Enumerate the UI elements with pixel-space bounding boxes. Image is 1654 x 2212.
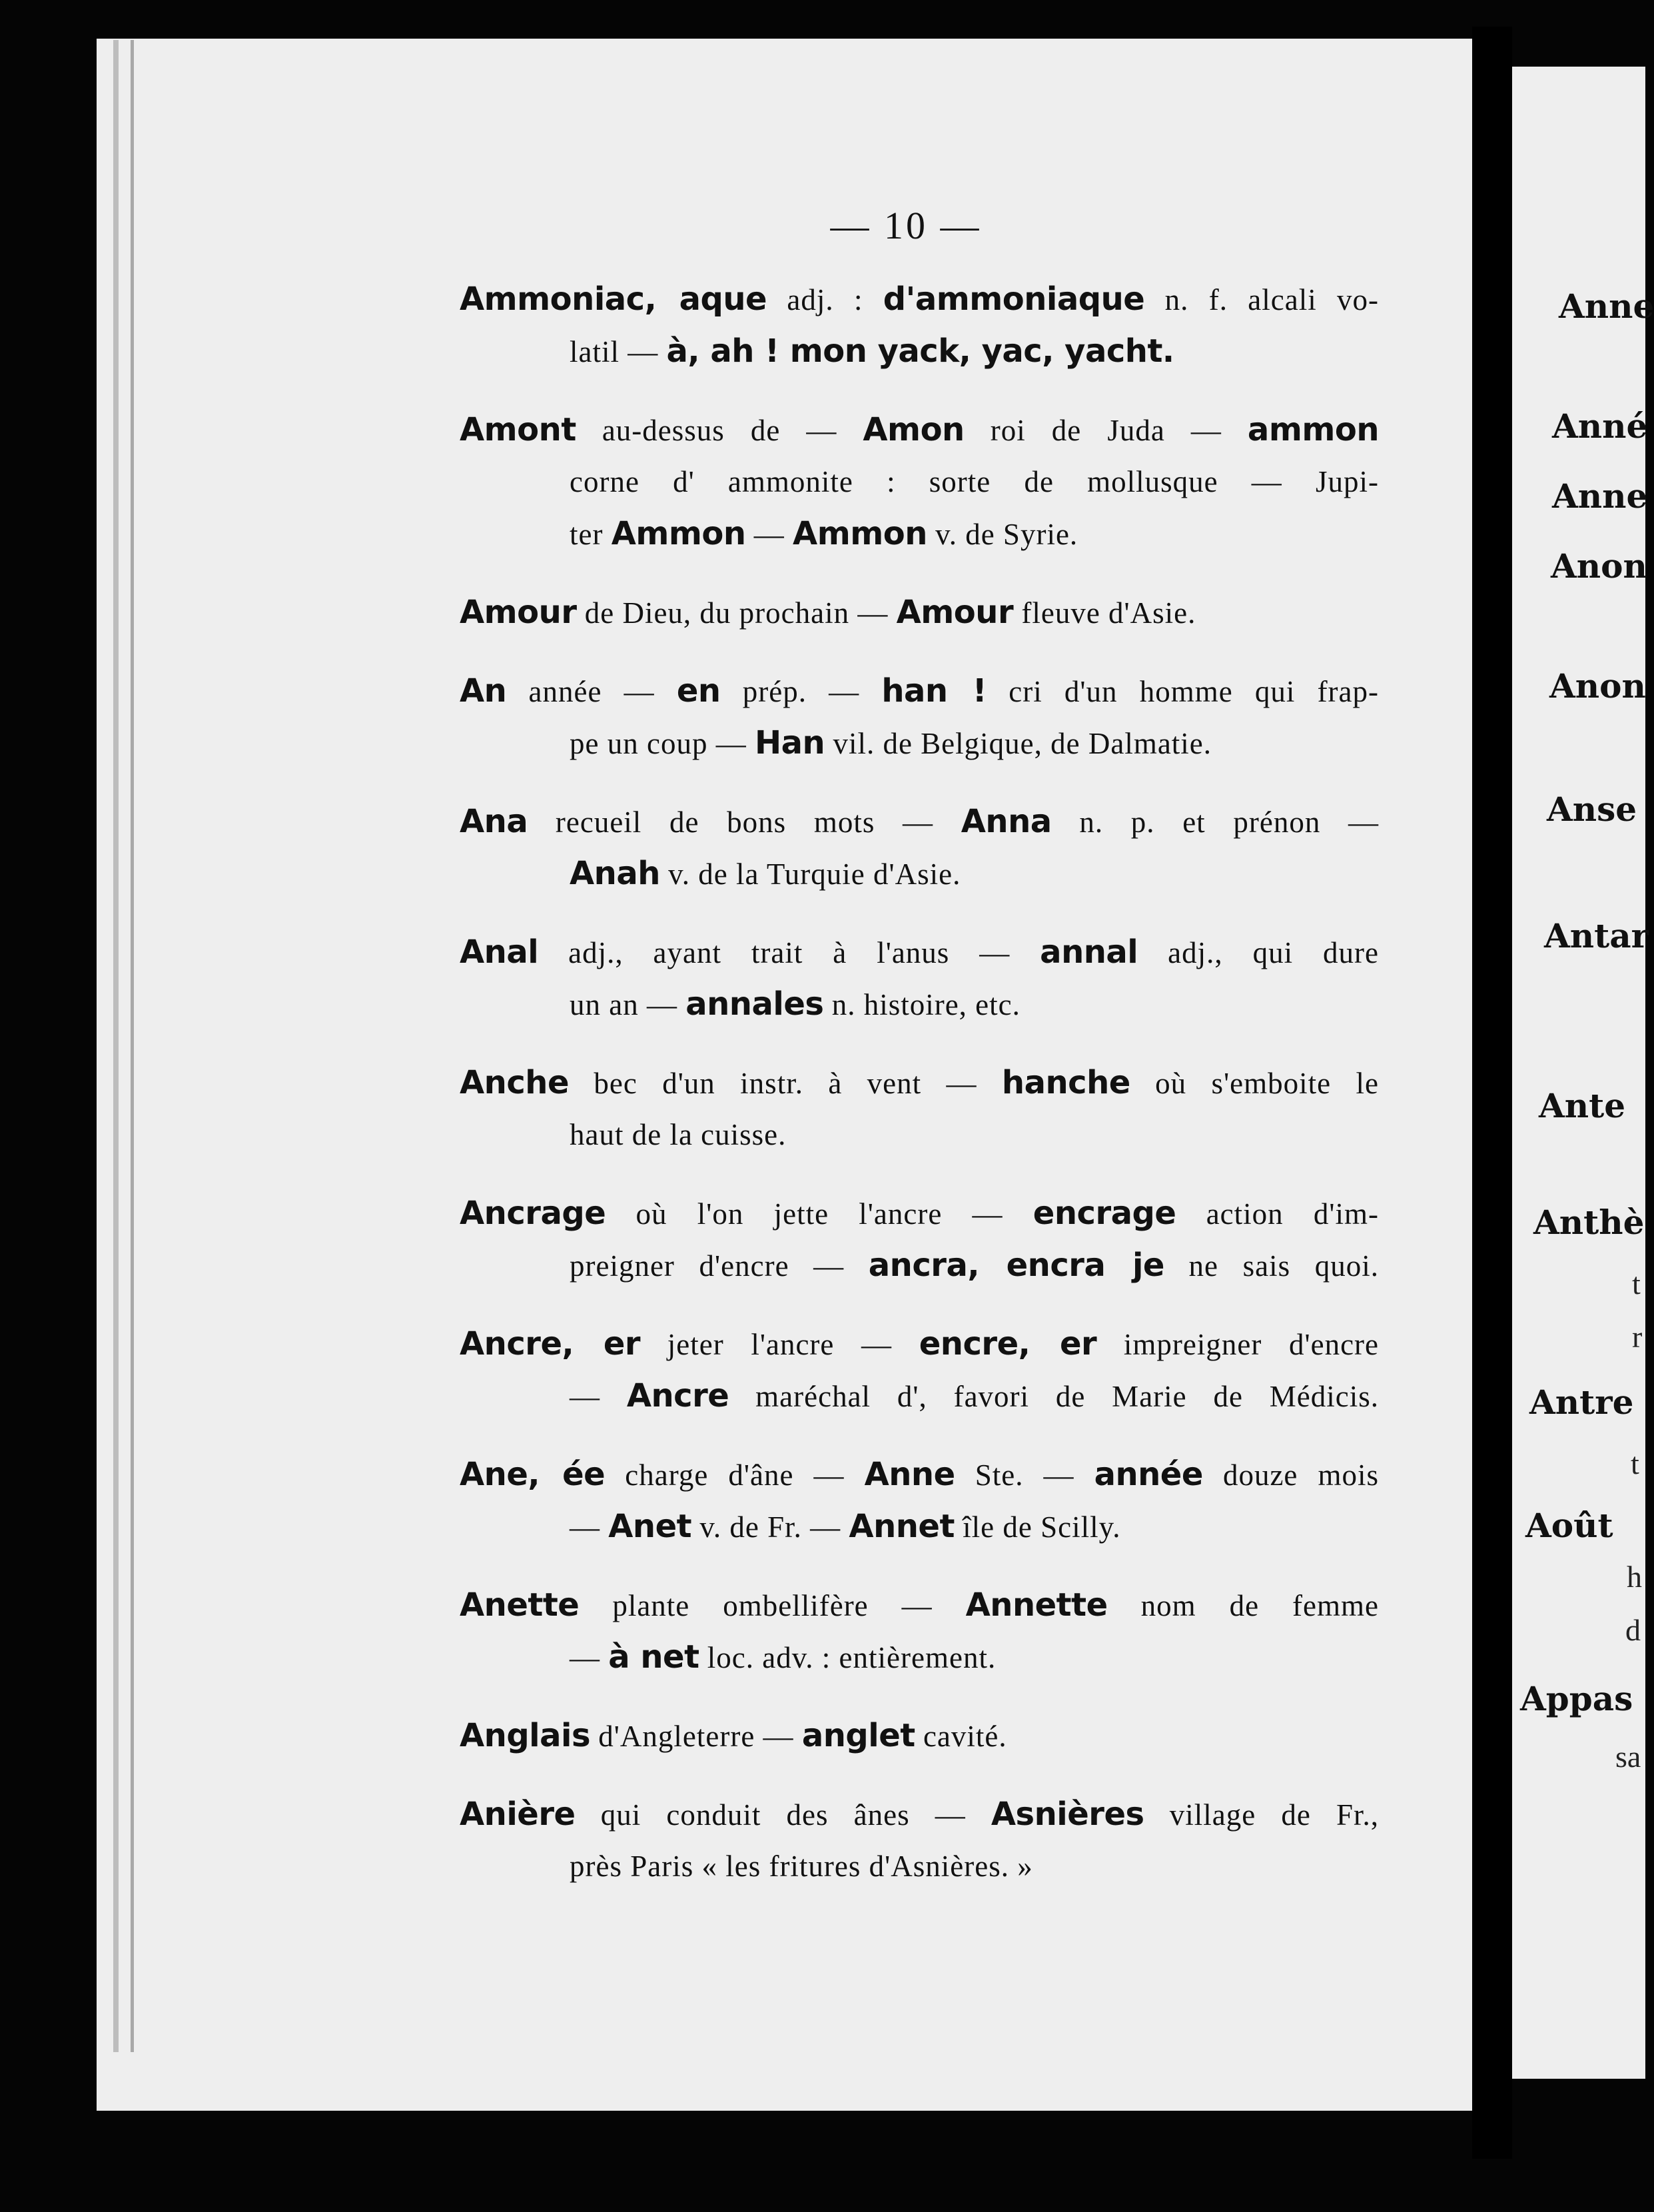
right-headword: Antar (1544, 916, 1649, 955)
definition-text: charge d'âne — (605, 1458, 865, 1492)
right-page (1512, 67, 1654, 2079)
entry-line (460, 1840, 1379, 1892)
definition-text: d'Angleterre — (590, 1720, 802, 1753)
headword: à, ah ! mon yack, yac, yacht. (666, 332, 1174, 370)
definition-text: corne d' ammonite : sorte de mollusque — Jupi- (570, 465, 1379, 498)
headword: Annette (965, 1586, 1108, 1624)
entry-line (460, 273, 1379, 325)
right-headword: Anse (1547, 790, 1637, 829)
definition-text: — (570, 1510, 609, 1544)
right-fragment: sa (1615, 1740, 1641, 1774)
headword: Anet (608, 1508, 692, 1545)
dictionary-entry (460, 926, 1379, 1030)
definition-text: fleuve d'Asie. (1013, 596, 1196, 630)
definition-text: de Dieu, du prochain — (576, 596, 897, 630)
definition-text: douze mois (1202, 1458, 1379, 1492)
dictionary-entry (460, 1057, 1379, 1161)
definition-text: latil — (570, 335, 667, 368)
definition-text: près Paris « les fritures d'Asnières. » (570, 1850, 1033, 1883)
headword: anglet (801, 1717, 915, 1754)
headword: annal (1040, 933, 1138, 971)
right-headword: Anthè (1533, 1203, 1645, 1242)
right-fragment: h (1627, 1560, 1642, 1594)
headword: Ane, ée (460, 1456, 606, 1493)
headword: d'ammoniaque (883, 280, 1145, 318)
definition-text: plante ombellifère — (579, 1589, 966, 1622)
definition-text: adj., ayant trait à l'anus — (538, 936, 1040, 969)
definition-text: roi de Juda — (964, 414, 1248, 447)
page-number: — 10 — (830, 204, 982, 247)
headword: Anglais (460, 1717, 591, 1754)
definition-text: qui conduit des ânes — (575, 1798, 991, 1832)
entry-line (460, 665, 1379, 717)
headword: année (1094, 1456, 1203, 1493)
headword: Ammon (611, 515, 746, 552)
entry-line (460, 1631, 1379, 1683)
headword: Anette (460, 1586, 580, 1624)
definition-text: jeter l'ancre — (640, 1328, 919, 1361)
headword: Amour (460, 594, 577, 631)
dictionary-entry (460, 1187, 1379, 1291)
entry-line (460, 978, 1379, 1030)
page-edge (131, 40, 134, 2052)
headword: à net (608, 1638, 699, 1676)
definition-text: impreigner d'encre (1096, 1328, 1380, 1361)
entry-line (460, 847, 1379, 899)
entry-line (460, 1318, 1379, 1370)
entry-line (460, 1710, 1379, 1762)
headword: Amour (896, 594, 1014, 631)
definition-text: n. f. alcali vo- (1144, 283, 1379, 316)
headword: Anal (460, 933, 539, 971)
headword: Anne (864, 1456, 955, 1493)
headword: Annet (849, 1508, 955, 1545)
headword: ammon (1247, 411, 1379, 448)
entry-line (460, 1370, 1379, 1422)
definition-text: Ste. — (955, 1458, 1094, 1492)
definition-text: v. de Fr. — (691, 1510, 849, 1544)
definition-text: adj. : (767, 283, 883, 316)
headword: Ancre (626, 1377, 729, 1414)
definition-text: cri d'un homme qui frap- (987, 675, 1379, 708)
headword: Ammoniac, aque (460, 280, 767, 318)
definition-text: preigner d'encre — (570, 1249, 869, 1283)
entry-line (460, 1187, 1379, 1239)
definition-text: prép. — (720, 675, 882, 708)
entry-line (460, 1448, 1379, 1500)
definition-text: v. de Syrie. (927, 518, 1078, 551)
entry-line (460, 796, 1379, 847)
right-headword: Appas (1520, 1679, 1633, 1718)
dictionary-entry (460, 796, 1379, 899)
entry-line (460, 1109, 1379, 1161)
dictionary-entry (460, 1318, 1379, 1422)
entry-line (460, 1057, 1379, 1109)
dictionary-entry (460, 1579, 1379, 1683)
entry-line (460, 1579, 1379, 1631)
right-fragment: t (1632, 1267, 1641, 1301)
definition-text: action d'im- (1176, 1197, 1379, 1231)
definition-text: n. histoire, etc. (823, 988, 1021, 1021)
definition-text: île de Scilly. (954, 1510, 1121, 1544)
dictionary-entry (460, 1710, 1379, 1762)
definition-text: — (745, 518, 793, 551)
headword: Ana (460, 803, 528, 840)
definition-text: bec d'un instr. à vent — (569, 1067, 1002, 1100)
right-headword: Anne (1559, 286, 1654, 326)
definition-text: ne sais quoi. (1164, 1249, 1379, 1283)
headword: han ! (881, 672, 987, 710)
dictionary-entry (460, 1788, 1379, 1892)
definition-text: n. p. et prénon — (1051, 806, 1379, 839)
book-gutter (1472, 27, 1512, 2159)
headword: encre, er (919, 1325, 1097, 1363)
definition-text: v. de la Turquie d'Asie. (659, 857, 961, 891)
right-headword: Anné (1552, 406, 1648, 446)
right-headword: Anon (1551, 546, 1647, 586)
entry-line (460, 717, 1379, 769)
definition-text: maréchal d', favori de Marie de Médicis. (729, 1380, 1380, 1413)
definition-text: haut de la cuisse. (570, 1118, 787, 1151)
entry-line (460, 325, 1379, 377)
headword: Anche (460, 1064, 569, 1101)
headword: en (676, 672, 721, 710)
right-headword: Août (1525, 1506, 1613, 1545)
dictionary-entries (460, 273, 1379, 1919)
headword: ancra, encra je (868, 1247, 1164, 1284)
headword: Ancre, er (460, 1325, 641, 1363)
definition-text: où s'emboite le (1130, 1067, 1379, 1100)
dictionary-entry (460, 404, 1379, 560)
entry-line (460, 404, 1379, 456)
definition-text: au-dessus de — (576, 414, 863, 447)
definition-text: ter (570, 518, 612, 551)
headword: hanche (1001, 1064, 1130, 1101)
entry-line (460, 586, 1379, 638)
headword: annales (685, 985, 824, 1023)
right-fragment: t (1631, 1446, 1639, 1480)
entry-line (460, 1239, 1379, 1291)
right-headword: Ante (1539, 1086, 1626, 1125)
definition-text: — (570, 1380, 627, 1413)
entry-line (460, 1788, 1379, 1840)
dictionary-entry (460, 665, 1379, 769)
headword: Anah (570, 855, 660, 892)
definition-text: année — (506, 675, 677, 708)
right-headword: Antre (1529, 1382, 1634, 1422)
entry-line (460, 926, 1379, 978)
headword: Anna (961, 803, 1052, 840)
headword: Ammon (793, 515, 927, 552)
definition-text: où l'on jette l'ancre — (606, 1197, 1033, 1231)
definition-text: nom de femme (1107, 1589, 1379, 1622)
definition-text: cavité. (915, 1720, 1007, 1753)
entry-line (460, 456, 1379, 508)
headword: An (460, 672, 507, 710)
definition-text: vil. de Belgique, de Dalmatie. (825, 727, 1212, 760)
headword: Han (754, 724, 825, 762)
dictionary-entry (460, 1448, 1379, 1552)
definition-text: recueil de bons mots — (528, 806, 961, 839)
right-headword: Anon (1549, 666, 1646, 706)
definition-text: pe un coup — (570, 727, 755, 760)
dictionary-entry (460, 273, 1379, 377)
headword: Ancrage (460, 1195, 606, 1232)
definition-text: adj., qui dure (1138, 936, 1379, 969)
entry-line (460, 508, 1379, 560)
headword: Amon (863, 411, 965, 448)
definition-text: un an — (570, 988, 686, 1021)
headword: Asnières (991, 1796, 1144, 1833)
entry-line (460, 1500, 1379, 1552)
headword: Anière (460, 1796, 576, 1833)
dictionary-entry (460, 586, 1379, 638)
headword: encrage (1033, 1195, 1176, 1232)
page-edge (113, 40, 119, 2052)
right-fragment: r (1632, 1320, 1643, 1354)
definition-text: village de Fr., (1144, 1798, 1379, 1832)
definition-text: loc. adv. : entièrement. (699, 1641, 997, 1674)
right-fragment: d (1625, 1613, 1641, 1647)
right-headword: Anne (1552, 476, 1648, 516)
definition-text: — (570, 1641, 609, 1674)
headword: Amont (460, 411, 576, 448)
